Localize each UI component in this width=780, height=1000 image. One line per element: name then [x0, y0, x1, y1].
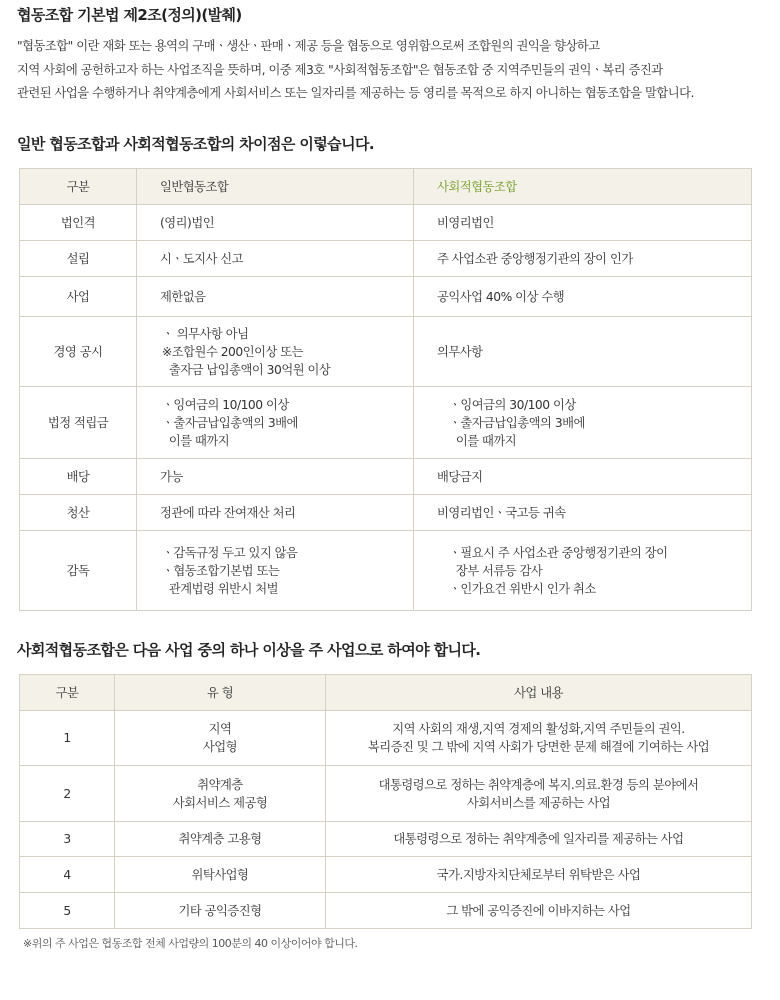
row-number: 5 [20, 893, 115, 929]
footnote: ※위의 주 사업은 협동조합 전체 사업량의 100분의 40 이상이어야 합니다. [23, 937, 358, 950]
cell-line: 복리증진 및 그 밖에 지역 사회가 당면한 문제 해결에 기여하는 사업 [367, 740, 710, 754]
type-cell [115, 893, 326, 929]
header-category: 구분 [20, 169, 137, 205]
social-cell [414, 241, 752, 277]
table-row [20, 857, 752, 893]
content-cell [326, 766, 752, 822]
cell-line: 가능 [160, 469, 183, 484]
cell-line: ㆍ인가요건 위반시 인가 취소 [449, 581, 596, 596]
row-number: 1 [20, 711, 115, 766]
type-cell [115, 766, 326, 822]
type-cell [115, 857, 326, 893]
business-type-table [19, 674, 752, 929]
cell-line: 배당금지 [437, 469, 483, 484]
table-row [20, 822, 752, 857]
content-cell [326, 822, 752, 857]
cell-line: 공익사업 40% 이상 수행 [437, 289, 565, 304]
section2-heading: 사회적협동조합은 다음 사업 중의 하나 이상을 주 사업으로 하여야 합니다. [17, 641, 481, 659]
social-cell [414, 317, 752, 387]
general-cell [137, 387, 414, 459]
cell-line: ㆍ잉여금의 10/100 이상 [162, 397, 289, 412]
cell-line: ㆍ협동조합기본법 또는 [162, 563, 280, 578]
header-type: 유 형 [115, 675, 326, 711]
cell-line: ㆍ잉여금의 30/100 이상 [449, 397, 576, 412]
general-cell [137, 531, 414, 611]
cell-line: 장부 서류등 감사 [449, 563, 543, 578]
cell-line: ㆍ감독규정 두고 있지 않음 [162, 545, 298, 560]
cell-line: 국가.지방자치단체로부터 위탁받은 사업 [436, 867, 641, 882]
cell-line: 취약계층 [197, 777, 243, 792]
intro-line: 지역 사회에 공헌하고자 하는 사업조직을 뜻하며, 이중 제3호 "사회적협동조합"은 협동조합 중 지역주민들의 권익ㆍ복리 증진과 [17, 62, 663, 77]
row-number: 4 [20, 857, 115, 893]
table-row [20, 241, 752, 277]
cell-line: 취약계층 고용형 [178, 832, 262, 846]
cell-line: 그 밖에 공익증진에 이바지하는 사업 [446, 903, 631, 918]
header-no: 구분 [20, 675, 115, 711]
row-number: 2 [20, 766, 115, 822]
cell-line: 기타 공익증진형 [178, 903, 262, 918]
table-row [20, 317, 752, 387]
row-label: 청산 [20, 495, 137, 531]
cell-line: ㆍ 의무사항 아님 [162, 326, 249, 341]
table-header-row [20, 169, 752, 205]
general-cell [137, 459, 414, 495]
table-row [20, 387, 752, 459]
type-cell [115, 822, 326, 857]
social-cell [414, 531, 752, 611]
general-cell [137, 205, 414, 241]
cell-line: 출자금 납입총액이 30억원 이상 [162, 362, 331, 377]
cell-line: 제한없음 [160, 289, 206, 304]
social-cell [414, 205, 752, 241]
cell-line: 위탁사업형 [191, 867, 249, 882]
row-label: 감독 [20, 531, 137, 611]
general-cell [137, 241, 414, 277]
content-cell [326, 857, 752, 893]
type-cell [115, 711, 326, 766]
cell-line: 사업형 [202, 740, 238, 754]
cell-line: 이를 때까지 [449, 433, 517, 448]
social-cell [414, 495, 752, 531]
table-row [20, 459, 752, 495]
table-row [20, 277, 752, 317]
social-cell [414, 387, 752, 459]
cell-line: 사회서비스 제공형 [172, 795, 268, 810]
cell-line: 대통령령으로 정하는 취약계층에 복지.의료.환경 등의 분야에서 [378, 777, 699, 792]
row-label: 법인격 [20, 205, 137, 241]
row-number: 3 [20, 822, 115, 857]
cell-line: (영리)법인 [160, 215, 215, 230]
social-cell [414, 459, 752, 495]
cell-line: 사회서비스를 제공하는 사업 [466, 795, 611, 810]
intro-line: "협동조합" 이란 재화 또는 용역의 구매ㆍ생산ㆍ판매ㆍ제공 등을 협동으로 영위함으로써 조합원의 권익을 향상하고 [17, 39, 600, 53]
row-label: 법정 적립금 [20, 387, 137, 459]
general-cell [137, 317, 414, 387]
cell-line: 대통령령으로 정하는 취약계층에 일자리를 제공하는 사업 [393, 832, 684, 846]
table-row [20, 495, 752, 531]
header-general: 일반협동조합 [137, 169, 414, 205]
cell-line: 주 사업소관 중앙행정기관의 장이 인가 [437, 251, 633, 266]
cell-line: 정관에 따라 잔여재산 처리 [160, 505, 296, 520]
cell-line: 의무사항 [437, 344, 483, 359]
general-cell [137, 495, 414, 531]
content-cell [326, 893, 752, 929]
cell-line: 이를 때까지 [162, 433, 230, 448]
header-social: 사회적협동조합 [414, 169, 752, 205]
cell-line: 관계법령 위반시 처벌 [162, 581, 279, 596]
cell-line: ㆍ필요시 주 사업소관 중앙행정기관의 장이 [449, 545, 668, 560]
cell-line: 비영리법인 [437, 215, 494, 230]
cell-line: ※조합원수 200인이상 또는 [162, 344, 304, 359]
section1-heading: 일반 협동조합과 사회적협동조합의 차이점은 이렇습니다. [17, 135, 374, 153]
social-cell [414, 277, 752, 317]
table-row [20, 531, 752, 611]
row-label: 배당 [20, 459, 137, 495]
cell-line: 지역 사회의 재생,지역 경제의 활성화,지역 주민들의 권익. [392, 722, 685, 736]
table-row [20, 893, 752, 929]
table-row [20, 766, 752, 822]
content-cell [326, 711, 752, 766]
cell-line: 시ㆍ도지사 신고 [160, 251, 244, 266]
row-label: 설립 [20, 241, 137, 277]
cell-line: 비영리법인ㆍ국고등 귀속 [437, 505, 566, 520]
intro-line: 관련된 사업을 수행하거나 취약계층에게 사회서비스 또는 일자리를 제공하는 등 영리를 목적으로 하지 아니하는 협동조합을 말합니다. [17, 86, 694, 100]
row-label: 경영 공시 [20, 317, 137, 387]
header-content: 사업 내용 [326, 675, 752, 711]
cell-line: ㆍ출자금납입총액의 3배에 [449, 415, 585, 430]
intro-text [17, 35, 767, 106]
table-row [20, 711, 752, 766]
table-row [20, 205, 752, 241]
comparison-table [19, 168, 752, 611]
cell-line: 지역 [208, 722, 232, 736]
page-title: 협동조합 기본법 제2조(정의)(발췌) [17, 6, 242, 24]
row-label: 사업 [20, 277, 137, 317]
general-cell [137, 277, 414, 317]
cell-line: ㆍ출자금납입총액의 3배에 [162, 415, 298, 430]
table-header-row [20, 675, 752, 711]
